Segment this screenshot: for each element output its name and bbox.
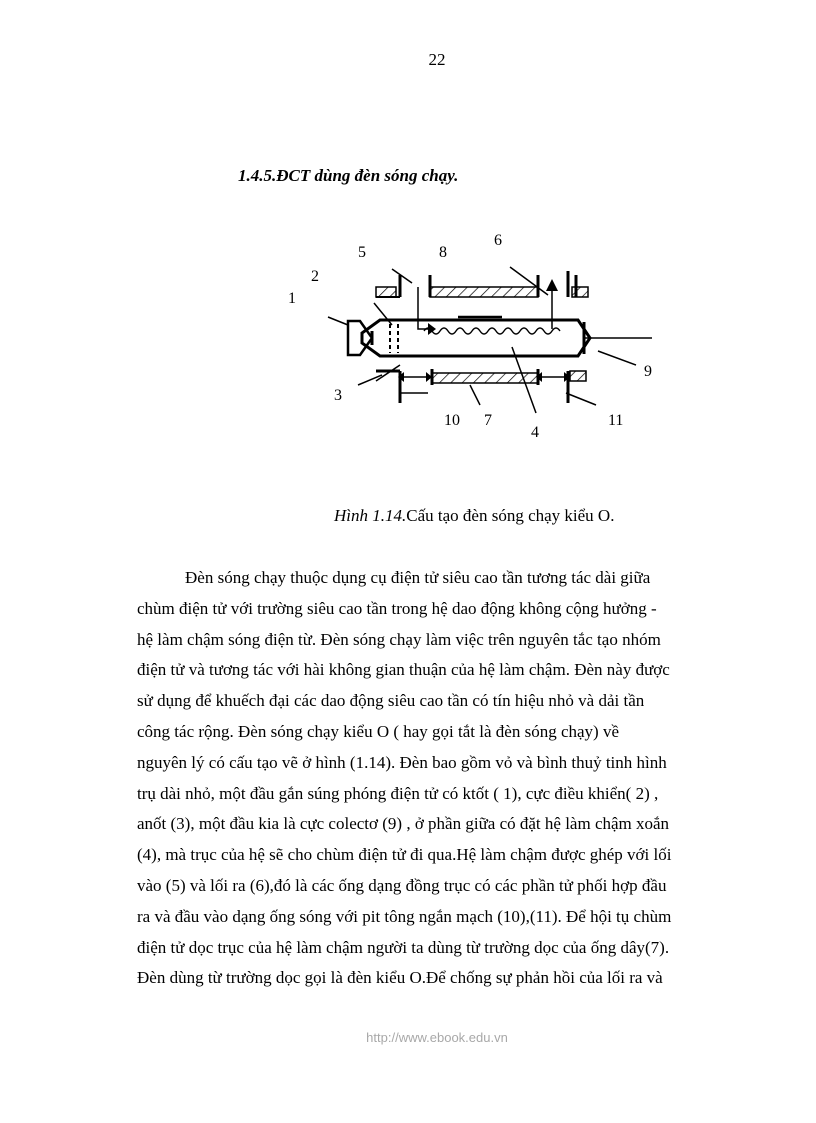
- paragraph-line: anốt (3), một đầu kia là cực colectơ (9) , ở phần giữa có đặt hệ làm chậm xoắn: [137, 814, 670, 834]
- label-9: 9: [644, 363, 652, 380]
- label-2: 2: [311, 268, 319, 285]
- input-coupler-hatch: [376, 287, 396, 297]
- input-arrow: [418, 287, 428, 329]
- figure-number: Hình 1.14.: [334, 506, 407, 525]
- label-7: 7: [484, 412, 492, 429]
- paragraph-line: điện tử dọc trục của hệ làm chậm người ta dùng từ trường dọc của ống dây(7).: [137, 937, 670, 957]
- label-8: 8: [439, 244, 447, 261]
- cathode: [348, 321, 372, 355]
- helix-slow-wave: [424, 328, 560, 334]
- paragraph-line: nguyên lý có cấu tạo vẽ ở hình (1.14). Đèn bao gồm vỏ và bình thuỷ tinh hình: [137, 752, 667, 772]
- paragraph-line: sử dụng để khuếch đại các dao động siêu cao tần có tín hiệu nhỏ và dải tần: [137, 691, 645, 711]
- label-5: 5: [358, 244, 366, 261]
- paragraph-line: Đèn sóng chạy thuộc dụng cụ điện tử siêu cao tần tương tác dài giữa: [185, 568, 651, 587]
- label-10: 10: [444, 412, 460, 429]
- section-heading: 1.4.5.ĐCT dùng đèn sóng chạy.: [238, 166, 459, 185]
- paragraph-line: Đèn dùng từ trường dọc gọi là đèn kiểu O.Để chống sự phản hồi của lối ra và: [137, 968, 663, 988]
- body-paragraph: [137, 563, 723, 994]
- paragraph-line: ra và đầu vào dạng ống sóng với pit tông ngắn mạch (10),(11). Để hội tụ chùm: [137, 906, 672, 926]
- label-3: 3: [334, 387, 342, 404]
- paragraph-line: công tác rộng. Đèn sóng chạy kiểu O ( hay gọi tắt là đèn sóng chạy) về: [137, 721, 619, 741]
- focusing-coil-top: [430, 287, 538, 297]
- paragraph-line: vào (5) và lối ra (6),đó là các ống dạng đồng trục có các phần tử phối hợp đầu: [137, 875, 667, 895]
- traveling-wave-tube-diagram: [280, 225, 680, 450]
- label-6: 6: [494, 232, 502, 249]
- footer-url: http://www.ebook.edu.vn: [366, 1030, 508, 1045]
- figure-caption: [334, 506, 614, 526]
- output-coupler-hatch: [572, 287, 588, 297]
- paragraph-line: hệ làm chậm sóng điện từ. Đèn sóng chạy làm việc trên nguyên tắc tạo nhóm: [137, 629, 661, 649]
- output-plunger-hatch: [570, 371, 586, 381]
- paragraph-line: (4), mà trục của hệ sẽ cho chùm điện tử đi qua.Hệ làm chậm được ghép với lối: [137, 845, 672, 865]
- tube-envelope: [362, 320, 590, 356]
- paragraph-line: trụ dài nhỏ, một đầu gắn súng phóng điện tử có ktốt ( 1), cực điều khiển( 2) ,: [137, 783, 659, 803]
- figure-caption-text: Cấu tạo đèn sóng chạy kiểu O.: [406, 506, 615, 525]
- paragraph-line: điện tử và tương tác với hài không gian thuận của hệ làm chậm. Đèn này được: [137, 660, 670, 680]
- label-11: 11: [608, 412, 624, 429]
- paragraph-line: chùm điện tử với trường siêu cao tần trong hệ dao động không cộng hưởng -: [137, 598, 657, 618]
- page-number: 22: [428, 50, 446, 69]
- label-4: 4: [531, 424, 539, 441]
- label-1: 1: [288, 290, 296, 307]
